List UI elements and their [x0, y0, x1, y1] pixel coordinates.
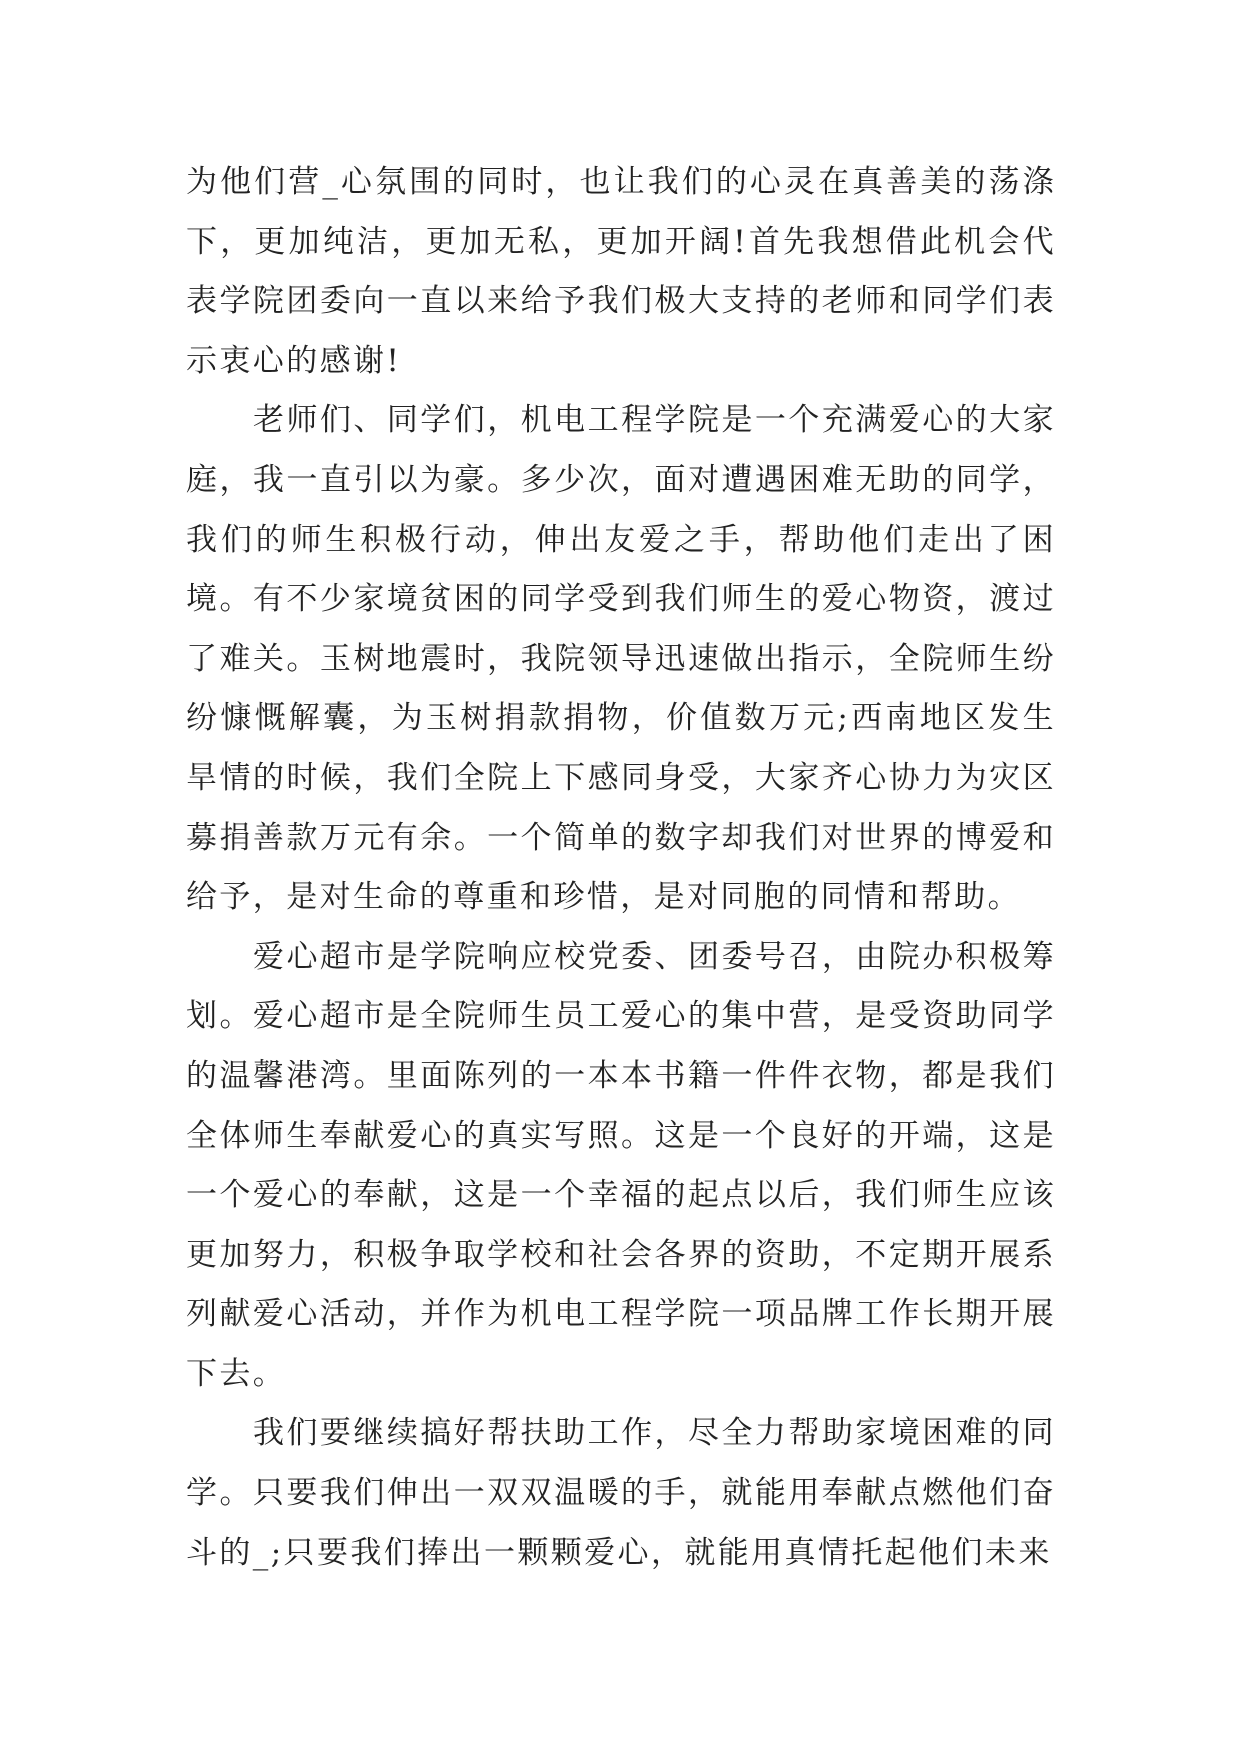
body-text: [186, 153, 1056, 1583]
paragraph-assistance-work: 我们要继续搞好帮扶助工作，尽全力帮助家境困难的同学。只要我们伸出一双双温暖的手，就能用奉献点燃他们奋斗的_;只要我们捧出一颗颗爱心，就能用真情托起他们未来: [186, 1415, 1056, 1571]
paragraph-love-supermarket: 爱心超市是学院响应校党委、团委号召，由院办积极筹划。爱心超市是全院师生员工爱心的集中营，是受资助同学的温馨港湾。里面陈列的一本本书籍一件件衣物，都是我们全体师生奉献爱心的真实写照。这是一个良好的开端，这是一个爱心的奉献，这是一个幸福的起点以后，我们师生应该更加努力，积极争取学校和社会各界的资助，不定期开展系列献爱心活动，并作为机电工程学院一项品牌工作长期开展下去。: [186, 938, 1056, 1392]
paragraph-college-family: 老师们、同学们，机电工程学院是一个充满爱心的大家庭，我一直引以为豪。多少次，面对遭遇困难无助的同学，我们的师生积极行动，伸出友爱之手，帮助他们走出了困境。有不少家境贫困的同学受到我们师生的爱心物资，渡过了难关。玉树地震时，我院领导迅速做出指示，全院师生纷纷慷慨解囊，为玉树捐款捐物，价值数万元;西南地区发生旱情的时候，我们全院上下感同身受，大家齐心协力为灾区募捐善款万元有余。一个简单的数字却我们对世界的博爱和给予，是对生命的尊重和珍惜，是对同胞的同情和帮助。: [186, 402, 1056, 916]
paragraph-continuation: 为他们营_心氛围的同时，也让我们的心灵在真善美的荡涤下，更加纯洁，更加无私，更加开阔!首先我想借此机会代表学院团委向一直以来给予我们极大支持的老师和同学们表示衷心的感谢!: [186, 164, 1056, 379]
